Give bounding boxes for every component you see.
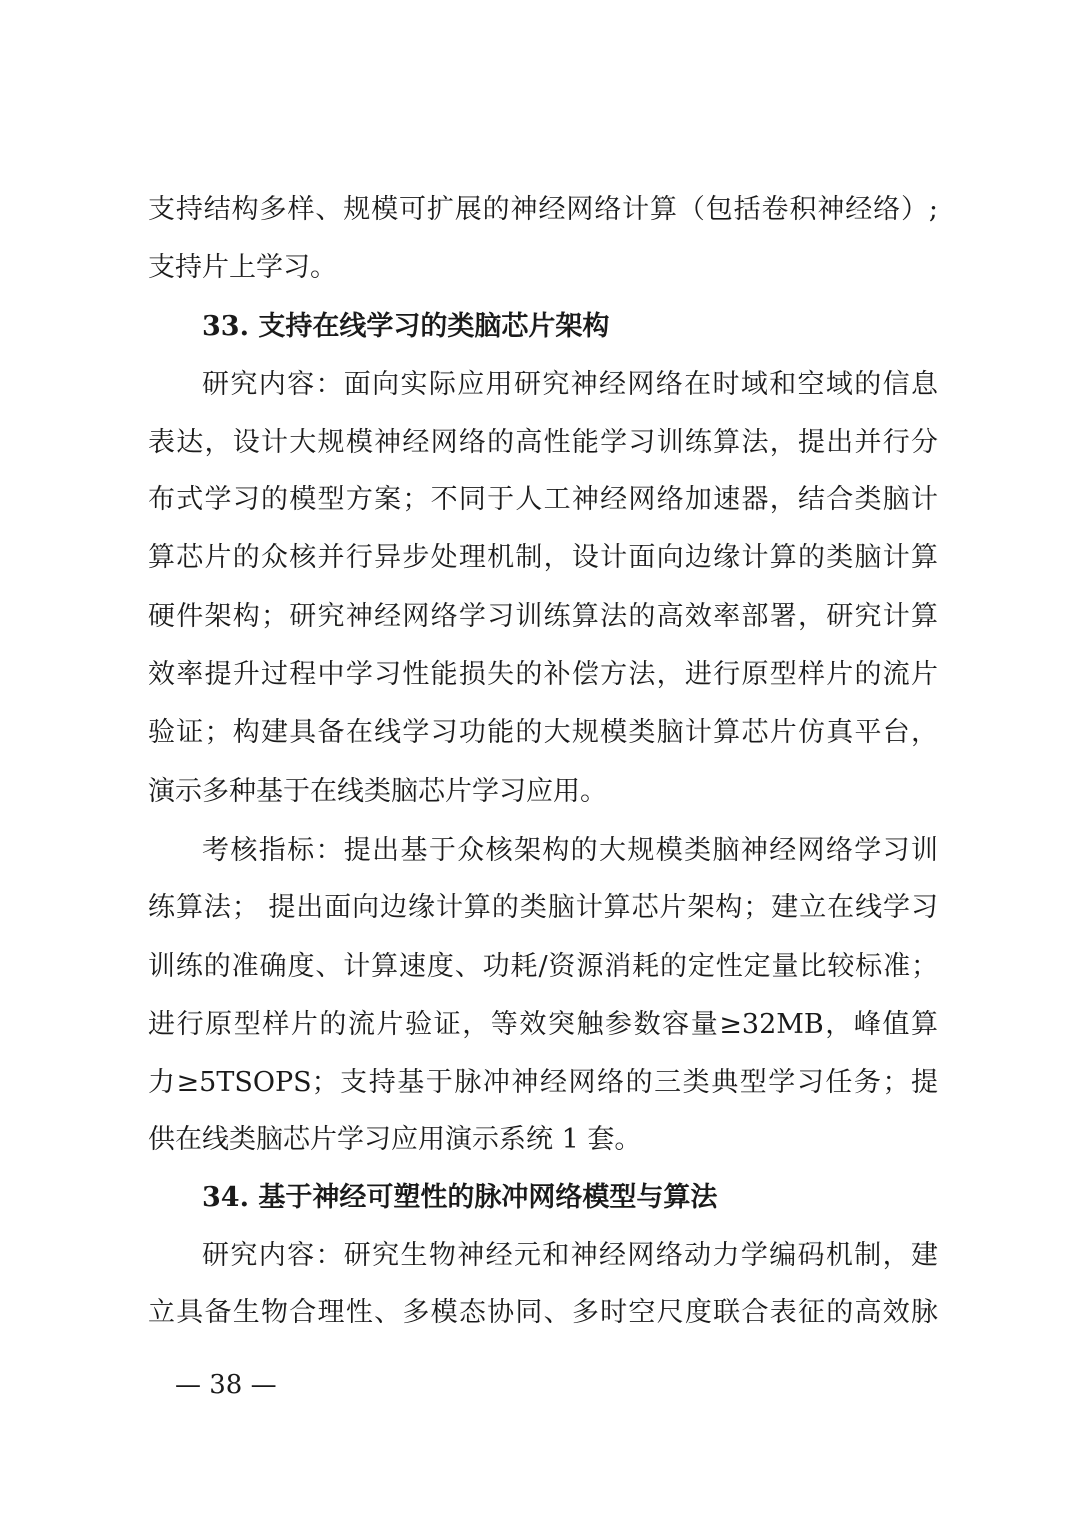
text-line: 演示多种基于在线类脑芯片学习应用。 [148,776,607,807]
section-heading-33: 33. 支持在线学习的类脑芯片架构 [202,311,610,342]
text-line: 考核指标：提出基于众核架构的大规模类脑神经网络学习训 [202,835,938,866]
text-line: 研究内容：研究生物神经元和神经网络动力学编码机制，建 [202,1240,938,1271]
section-heading-34: 34. 基于神经可塑性的脉冲网络模型与算法 [202,1182,718,1213]
text-line: 力≥5TSOPS；支持基于脉冲神经网络的三类典型学习任务；提 [148,1067,938,1098]
text-line: 布式学习的模型方案；不同于人工神经网络加速器，结合类脑计 [148,484,938,515]
text-line: 练算法； 提出面向边缘计算的类脑计算芯片架构；建立在线学习 [148,892,938,923]
text-line: 立具备生物合理性、多模态协同、多时空尺度联合表征的高效脉 [148,1297,938,1328]
text-line: 供在线类脑芯片学习应用演示系统 1 套。 [148,1124,642,1155]
text-line: 表达，设计大规模神经网络的高性能学习训练算法，提出并行分 [148,427,938,458]
text-line: 研究内容：面向实际应用研究神经网络在时域和空域的信息 [202,369,938,400]
text-line: 支持结构多样、规模可扩展的神经网络计算（包括卷积神经络）; [148,194,938,225]
text-line: 硬件架构；研究神经网络学习训练算法的高效率部署，研究计算 [148,601,938,632]
text-line: 训练的准确度、计算速度、功耗/资源消耗的定性定量比较标准； [148,951,938,982]
page-number: — 38 — [175,1370,277,1400]
text-line: 效率提升过程中学习性能损失的补偿方法，进行原型样片的流片 [148,659,938,690]
text-line: 支持片上学习。 [148,252,337,283]
text-line: 进行原型样片的流片验证，等效突触参数容量≥32MB，峰值算 [148,1009,938,1040]
text-line: 算芯片的众核并行异步处理机制，设计面向边缘计算的类脑计算 [148,542,938,573]
text-line: 验证；构建具备在线学习功能的大规模类脑计算芯片仿真平台， [148,717,938,748]
